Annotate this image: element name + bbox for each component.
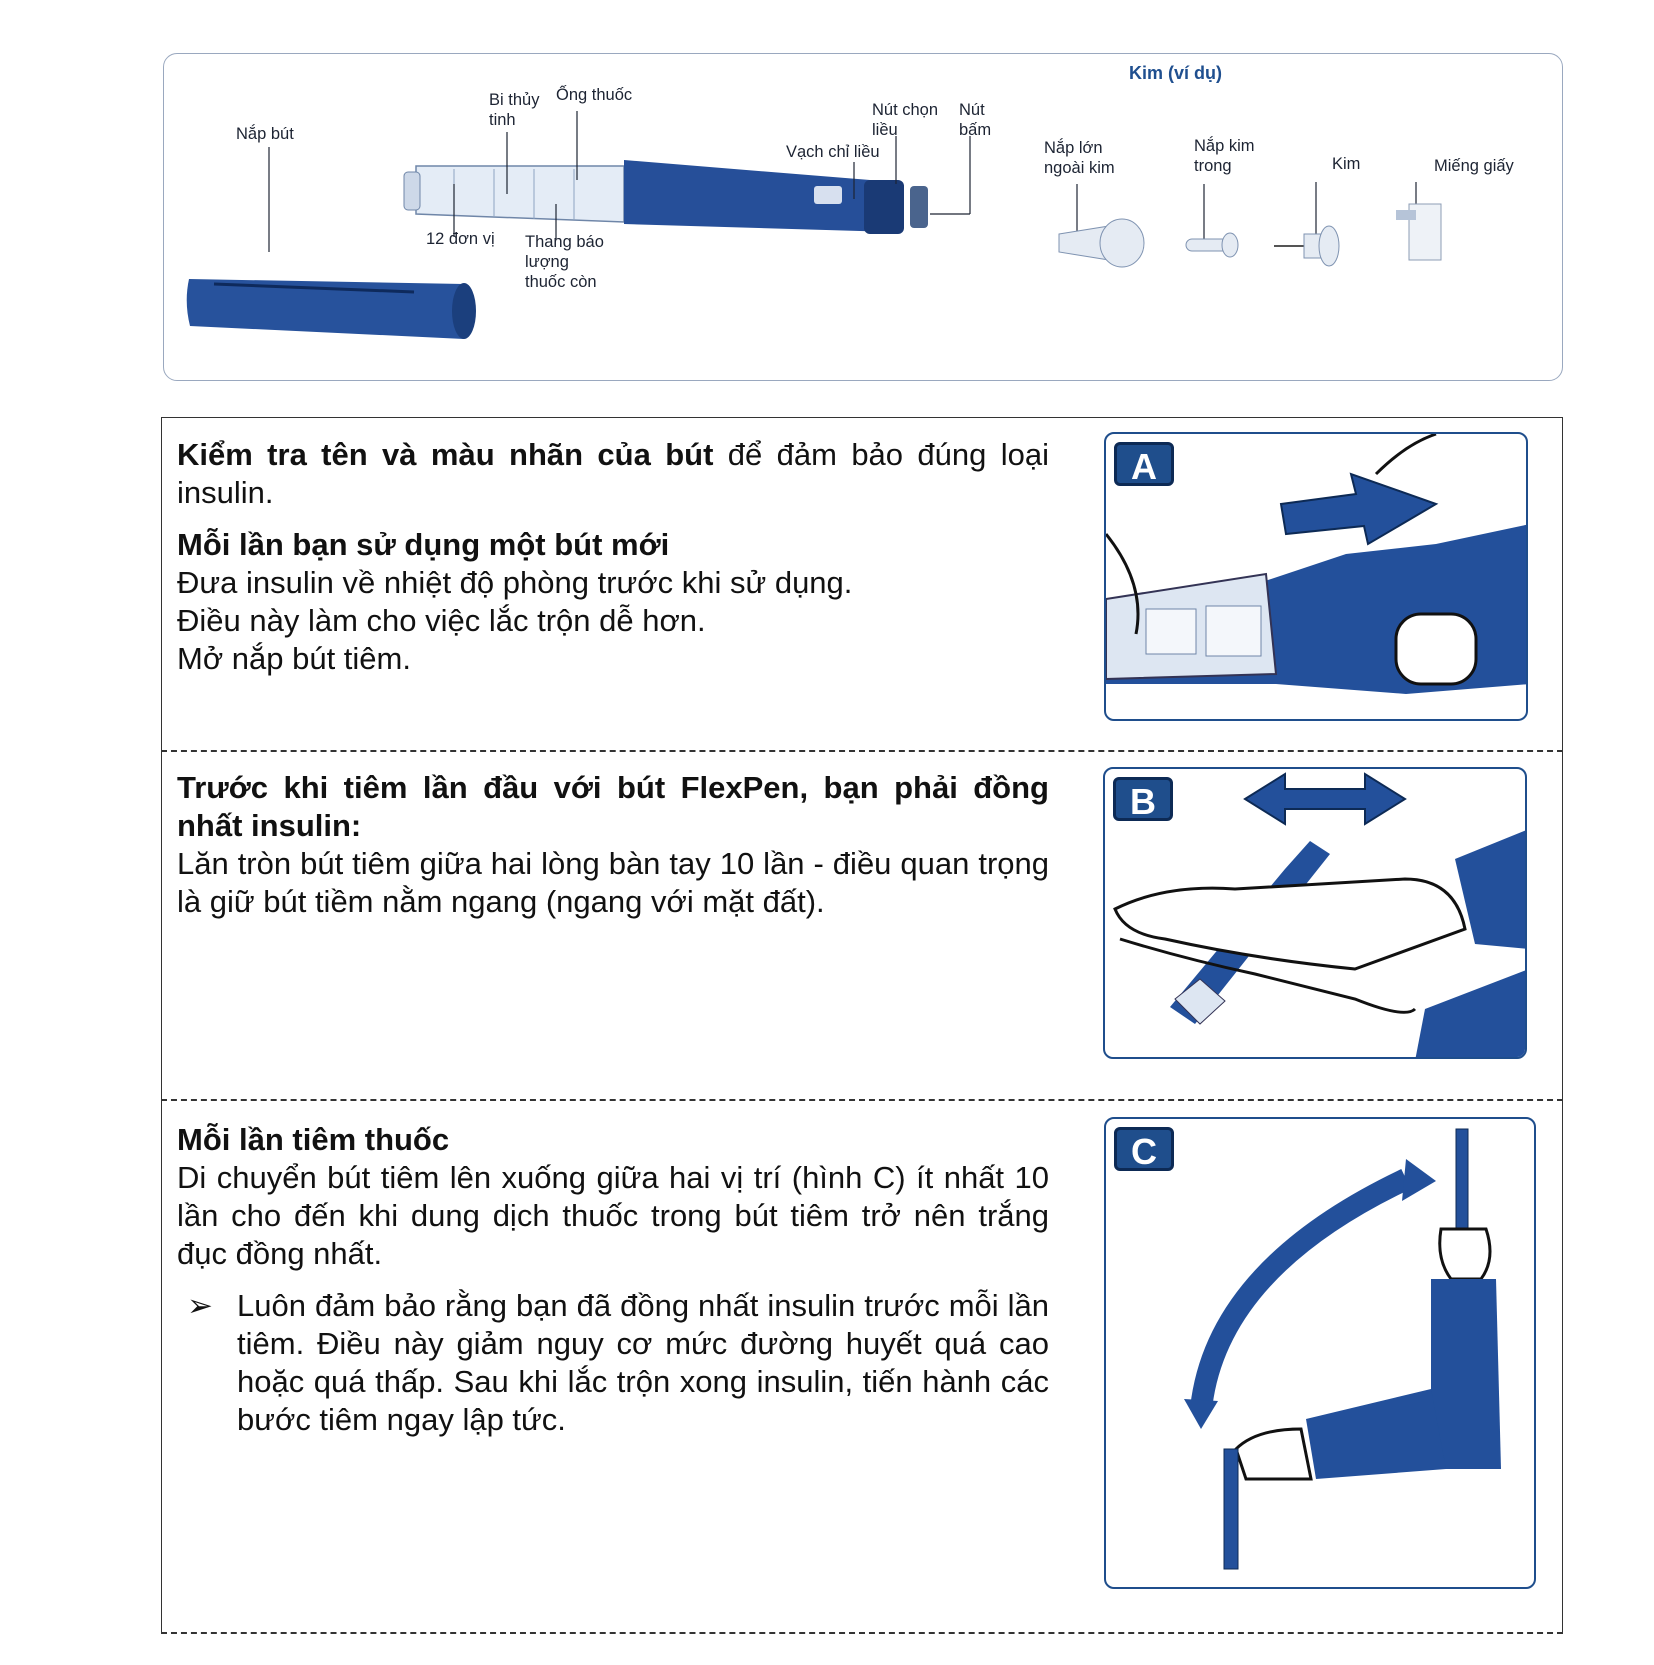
label-needle: Kim <box>1332 155 1361 173</box>
step-3-bullet <box>177 1287 1049 1439</box>
figure-a-letter: A <box>1114 442 1174 486</box>
figure-b-letter: B <box>1113 777 1173 821</box>
label-paper-tab: Miếng giấy <box>1434 157 1514 175</box>
label-dose-pointer: Vạch chỉ liều <box>786 143 880 161</box>
label-pen-cap: Nắp bút <box>236 125 294 143</box>
label-residual-scale: Thang báo lượng thuốc còn <box>525 233 604 291</box>
bullet-arrow-icon: ➢ <box>187 1288 213 1323</box>
label-cartridge: Ống thuốc <box>556 86 633 104</box>
step-3-body: Di chuyển bút tiêm lên xuống giữa hai vị trí (hình C) ít nhất 10 lần cho đến khi dung dịch thuốc trong bút tiêm trở nên trắng đục đồng nhất. <box>177 1160 1049 1271</box>
step-divider <box>161 750 1563 752</box>
step-1-title-rest: để đảm bảo đúng loại insulin. <box>177 437 1050 510</box>
label-dose-selector: Nút chọn liều <box>872 101 939 139</box>
step-1-title: Kiểm tra tên và màu nhãn của bút <box>177 437 714 472</box>
step-divider <box>161 1099 1563 1101</box>
label-glass-ball: Bi thủy tinh <box>489 91 540 129</box>
figure-c-illustration <box>1106 1119 1536 1589</box>
flexpen-parts-diagram <box>163 53 1563 381</box>
step-1-line: Đưa insulin về nhiệt độ phòng trước khi sử dụng. <box>177 565 853 600</box>
step-1-line: Điều này làm cho việc lắc trộn dễ hơn. <box>177 603 706 638</box>
needle-parts <box>164 54 1564 382</box>
step-1-text <box>177 436 1049 678</box>
figure-c <box>1104 1117 1536 1589</box>
figure-b <box>1103 767 1527 1059</box>
step-1-subheading: Mỗi lần bạn sử dụng một bút mới <box>177 527 670 562</box>
step-1-line: Mở nắp bút tiêm. <box>177 641 411 676</box>
label-push-button: Nút bấm <box>959 101 992 139</box>
step-2-text <box>177 769 1049 921</box>
inner-needle-cap-drawing <box>1186 233 1238 257</box>
label-12-units: 12 đơn vị <box>426 230 495 248</box>
step-3-heading: Mỗi lần tiêm thuốc <box>177 1122 450 1157</box>
needle-drawing <box>1274 226 1339 266</box>
step-3-bullet-text: Luôn đảm bảo rằng bạn đã đồng nhất insulin trước mỗi lần tiêm. Điều này giảm nguy cơ mức đường huyết quá cao hoặc quá thấp. Sau khi lắc trộn xong insulin, tiến hành các bước tiêm ngay lập tức. <box>237 1288 1049 1437</box>
paper-tab-drawing <box>1396 204 1441 260</box>
label-inner-needle-cap: Nắp kim trong <box>1194 137 1255 175</box>
step-2-body: Lăn tròn bút tiêm giữa hai lòng bàn tay 10 lần - điều quan trọng là giữ bút tiềm nằm ngang (ngang với mặt đất). <box>177 846 1049 919</box>
step-divider <box>161 1632 1563 1634</box>
outer-needle-cap-drawing <box>1059 219 1144 267</box>
step-2-heading: Trước khi tiêm lần đầu với bút FlexPen, bạn phải đồng nhất insulin: <box>177 770 1049 843</box>
figure-a <box>1104 432 1528 721</box>
step-1-intro <box>177 436 1049 512</box>
label-outer-needle-cap: Nắp lớn ngoài kim <box>1044 139 1115 177</box>
step-3-text <box>177 1121 1049 1439</box>
needle-section-title: Kim (ví dụ) <box>1129 63 1222 83</box>
figure-c-letter: C <box>1114 1127 1174 1171</box>
